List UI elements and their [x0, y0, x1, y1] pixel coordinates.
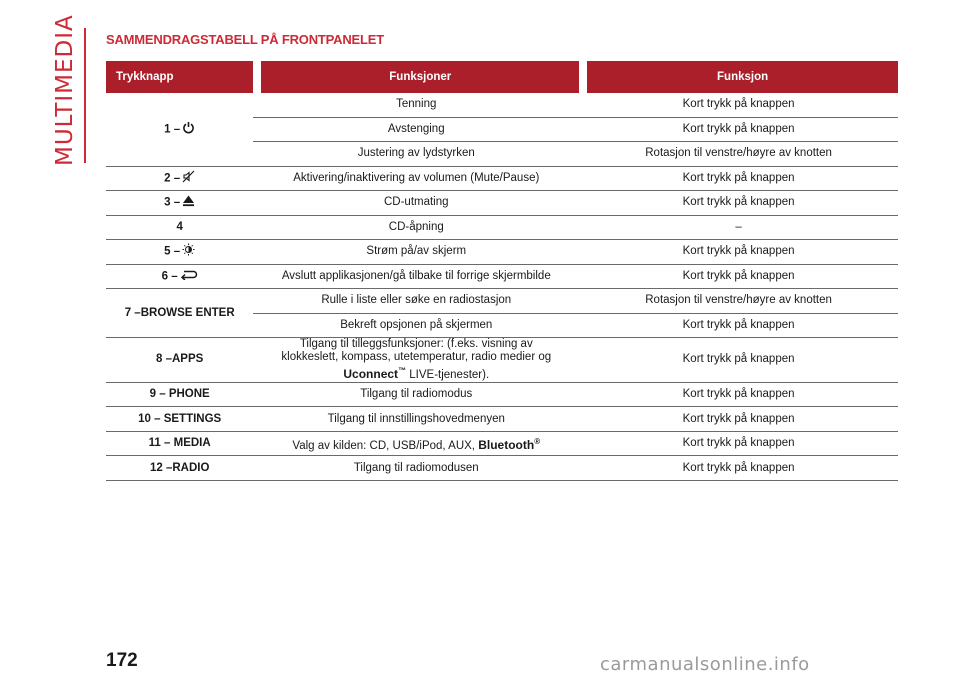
- function-cell: Rulle i liste eller søke en radiostasjon: [253, 289, 579, 314]
- function-cell: CD-utmating: [253, 191, 579, 216]
- function-cell: Aktivering/inaktivering av volumen (Mute/Pause): [253, 167, 579, 192]
- uconnect-brand: Uconnect: [343, 366, 399, 381]
- function-cell: Avslutt applikasjonen/gå tilbake til forrige skjermbilde: [253, 265, 579, 290]
- table-row: [106, 216, 898, 241]
- function-cell: Tilgang til innstillingshovedmenyen: [253, 407, 579, 432]
- key-1: 1 –: [106, 93, 253, 167]
- action-cell: Kort trykk på knappen: [579, 167, 898, 192]
- action-cell: Rotasjon til venstre/høyre av knotten: [579, 289, 898, 314]
- key-10: 10 – SETTINGS: [106, 407, 253, 432]
- header-funksjoner: Funksjoner: [261, 61, 579, 93]
- table-header-row: [106, 61, 898, 93]
- action-cell: Rotasjon til venstre/høyre av knotten: [579, 142, 898, 167]
- function-cell: Tilgang til radiomodus: [253, 383, 579, 408]
- function-cell: Tenning: [253, 93, 579, 118]
- table-row: [106, 240, 898, 265]
- key-9: 9 – PHONE: [106, 383, 253, 408]
- section-rule: [84, 28, 86, 163]
- header-trykknapp: Trykknapp: [106, 61, 253, 93]
- bluetooth-brand: Bluetooth: [478, 437, 535, 452]
- function-cell: Valg av kilden: CD, USB/iPod, AUX, Bluetooth®: [253, 432, 579, 457]
- table-row: [106, 93, 898, 118]
- summary-table: [106, 61, 898, 481]
- page-number: 172: [106, 650, 138, 671]
- action-cell: Kort trykk på knappen: [579, 240, 898, 265]
- action-cell: Kort trykk på knappen: [579, 338, 898, 383]
- table-row: [106, 191, 898, 216]
- key-3: 3 –: [106, 191, 253, 216]
- eject-icon: [182, 194, 195, 211]
- function-cell: Justering av lydstyrken: [253, 142, 579, 167]
- table-row: [106, 407, 898, 432]
- action-cell: Kort trykk på knappen: [579, 383, 898, 408]
- action-cell: Kort trykk på knappen: [579, 265, 898, 290]
- power-icon: [182, 121, 195, 138]
- table-row: [106, 167, 898, 192]
- key-11: 11 – MEDIA: [106, 432, 253, 457]
- function-cell: Tilgang til radiomodusen: [253, 456, 579, 481]
- key-5: 5 –: [106, 240, 253, 265]
- key-7: 7 –BROWSE ENTER: [106, 289, 253, 338]
- screen-brightness-icon: [182, 243, 195, 260]
- action-cell: Kort trykk på knappen: [579, 118, 898, 143]
- function-cell: CD-åpning: [253, 216, 579, 241]
- action-cell: –: [579, 216, 898, 241]
- table-row: [106, 265, 898, 290]
- back-arrow-icon: [180, 269, 198, 284]
- table-row: [106, 338, 898, 383]
- action-cell: Kort trykk på knappen: [579, 191, 898, 216]
- header-funksjon: Funksjon: [587, 61, 898, 93]
- function-cell: Strøm på/av skjerm: [253, 240, 579, 265]
- mute-icon: [182, 170, 195, 187]
- key-6: 6 –: [106, 265, 253, 290]
- function-cell: Avstenging: [253, 118, 579, 143]
- key-12: 12 –RADIO: [106, 456, 253, 481]
- table-row: [106, 432, 898, 457]
- key-2: 2 –: [106, 167, 253, 192]
- action-cell: Kort trykk på knappen: [579, 456, 898, 481]
- action-cell: Kort trykk på knappen: [579, 93, 898, 118]
- section-label: MULTIMEDIA: [52, 14, 78, 166]
- function-cell: Bekreft opsjonen på skjermen: [253, 314, 579, 339]
- table-row: [106, 383, 898, 408]
- table-row: [106, 289, 898, 314]
- function-cell: Tilgang til tilleggsfunksjoner: (f.eks. visning av klokkeslett, kompass, utetemperatur, radio medier og Uconnect™ LIVE-tjenester).: [253, 338, 579, 383]
- key-8: 8 –APPS: [106, 338, 253, 383]
- table-row: [106, 456, 898, 481]
- key-4: 4: [106, 216, 253, 241]
- action-cell: Kort trykk på knappen: [579, 432, 898, 457]
- action-cell: Kort trykk på knappen: [579, 407, 898, 432]
- action-cell: Kort trykk på knappen: [579, 314, 898, 339]
- page-title: SAMMENDRAGSTABELL PÅ FRONTPANELET: [106, 32, 384, 47]
- watermark: carmanualsonline.info: [600, 654, 810, 675]
